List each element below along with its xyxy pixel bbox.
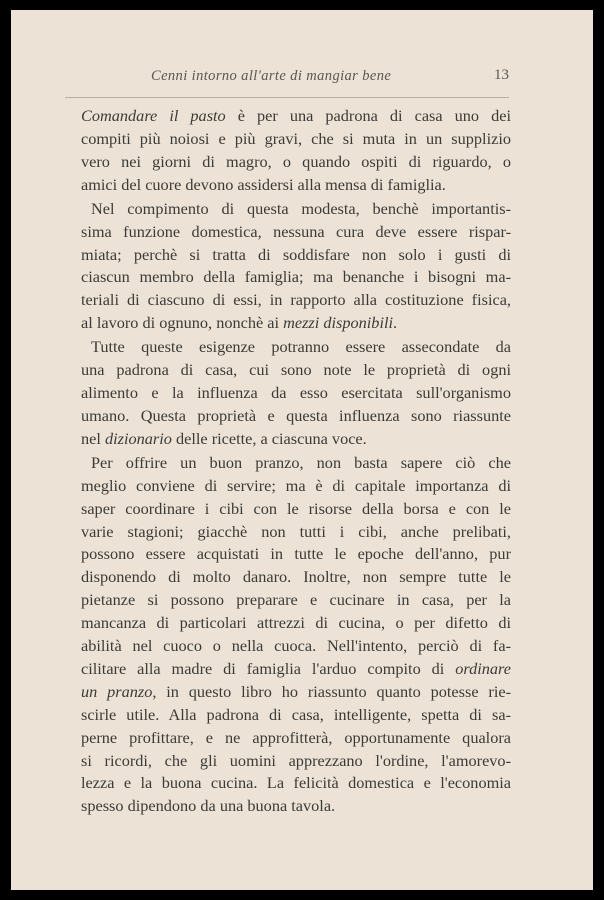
text-line bbox=[81, 589, 511, 612]
text-segment: perne profittare, e ne approfitterà, opportunamente qualora bbox=[81, 727, 511, 747]
text-line bbox=[81, 658, 511, 681]
text-segment: cilitare alla madre di famiglia l'arduo compito di bbox=[81, 658, 456, 678]
text-segment: possono essere acquistati in tutte le epoche dell'anno, pur bbox=[81, 544, 511, 564]
text-segment: Per offrire un buon pranzo, non basta sapere ciò che bbox=[91, 452, 511, 472]
text-line bbox=[81, 359, 511, 382]
text-line bbox=[81, 543, 511, 566]
text-line bbox=[81, 452, 511, 475]
running-head bbox=[67, 67, 509, 87]
text-line bbox=[81, 475, 511, 498]
text-line bbox=[81, 289, 511, 312]
text-line bbox=[81, 244, 511, 267]
paragraph bbox=[81, 105, 511, 197]
text-line bbox=[81, 174, 511, 197]
text-segment: amici del cuore devono assidersi alla mensa di famiglia. bbox=[81, 174, 446, 194]
running-title: Cenni intorno all'arte di mangiar bene bbox=[151, 68, 392, 84]
text-line bbox=[81, 750, 511, 773]
text-line bbox=[81, 105, 511, 128]
text-segment: una padrona di casa, cui sono note le proprietà di ogni bbox=[81, 360, 511, 380]
text-line bbox=[81, 382, 511, 405]
page-number: 13 bbox=[494, 67, 509, 83]
italic-text: ordinare bbox=[455, 658, 511, 678]
text-segment: è per una padrona di casa uno dei bbox=[225, 106, 512, 125]
text-segment: alimento e la influenza da esso esercitata sull'organismo bbox=[81, 383, 511, 403]
text-line bbox=[81, 521, 511, 544]
text-segment: pietanze si possono preparare e cucinare in casa, per la bbox=[81, 590, 511, 610]
text-line bbox=[81, 128, 511, 151]
text-segment: mancanza di particolari attrezzi di cucina, o per difetto di bbox=[81, 613, 511, 633]
text-segment: sima funzione domestica, nessuna cura deve essere rispar- bbox=[81, 221, 511, 241]
text-line bbox=[81, 566, 511, 589]
text-segment: nel bbox=[81, 428, 105, 448]
text-line bbox=[81, 312, 511, 335]
italic-text: un pranzo bbox=[81, 681, 153, 701]
text-line bbox=[81, 221, 511, 244]
text-segment: lezza e la buona cucina. La felicità domestica e l'economia bbox=[81, 773, 511, 793]
text-segment: teriali di ciascuno di essi, in rapporto alla costituzione fisica, bbox=[81, 290, 511, 310]
text-segment: disponendo di molto danaro. Inoltre, non sempre tutte le bbox=[81, 567, 511, 587]
text-line bbox=[81, 727, 511, 750]
text-line bbox=[81, 612, 511, 635]
book-page bbox=[11, 10, 593, 890]
paragraph bbox=[81, 336, 511, 450]
text-segment: varie stagioni; giacchè non tutti i cibi, anche prelibati, bbox=[81, 521, 511, 541]
text-segment: spesso dipendono da una buona tavola. bbox=[81, 796, 336, 816]
text-line bbox=[81, 681, 511, 704]
text-segment: Tutte queste esigenze potranno essere assecondate da bbox=[91, 337, 511, 357]
text-line bbox=[81, 336, 511, 359]
text-line bbox=[81, 266, 511, 289]
text-segment: al lavoro di ognuno, nonchè ai bbox=[81, 313, 284, 333]
text-line bbox=[81, 635, 511, 658]
text-segment: scirle utile. Alla padrona di casa, intelligente, spetta di sa- bbox=[81, 704, 511, 724]
body-text bbox=[81, 105, 511, 818]
text-segment: meglio conviene di servire; ma è di capitale importanza di bbox=[81, 475, 511, 495]
text-line bbox=[81, 198, 511, 221]
italic-text: mezzi disponibili bbox=[283, 313, 394, 333]
text-segment: . bbox=[393, 313, 398, 333]
text-line bbox=[81, 428, 511, 451]
paragraph bbox=[81, 452, 511, 818]
text-segment: abilità nel cuoco o nella cuoca. Nell'intento, perciò di fa- bbox=[81, 636, 511, 656]
paragraph bbox=[81, 198, 511, 335]
header-rule bbox=[65, 97, 509, 98]
text-line bbox=[81, 151, 511, 174]
text-segment: miata; perchè si tratta di soddisfare non solo i gusti di bbox=[81, 244, 511, 264]
italic-text: dizionario bbox=[104, 428, 172, 448]
text-segment: si ricordi, che gli uomini apprezzano l'ordine, l'amorevo- bbox=[81, 750, 511, 770]
text-line bbox=[81, 498, 511, 521]
text-segment: umano. Questa proprietà e questa influenza sono riassunte bbox=[81, 405, 511, 425]
text-line bbox=[81, 795, 511, 818]
text-segment: , in questo libro ho riassunto quanto potesse rie- bbox=[152, 681, 511, 701]
text-segment: saper coordinare i cibi con le risorse della borsa e con le bbox=[81, 498, 511, 518]
text-line bbox=[81, 405, 511, 428]
text-segment: vero nei giorni di magro, o quando ospiti di riguardo, o bbox=[81, 151, 511, 171]
text-line bbox=[81, 772, 511, 795]
text-segment: Nel compimento di questa modesta, benchè importantis- bbox=[91, 198, 511, 218]
text-segment: ciascun membro della famiglia; ma benanche i bisogni ma- bbox=[81, 267, 511, 287]
text-segment: compiti più noiosi e più gravi, che si muta in un supplizio bbox=[81, 128, 511, 148]
text-line bbox=[81, 704, 511, 727]
italic-text: Comandare il pasto bbox=[81, 106, 226, 125]
text-segment: delle ricette, a ciascuna voce. bbox=[171, 428, 367, 448]
